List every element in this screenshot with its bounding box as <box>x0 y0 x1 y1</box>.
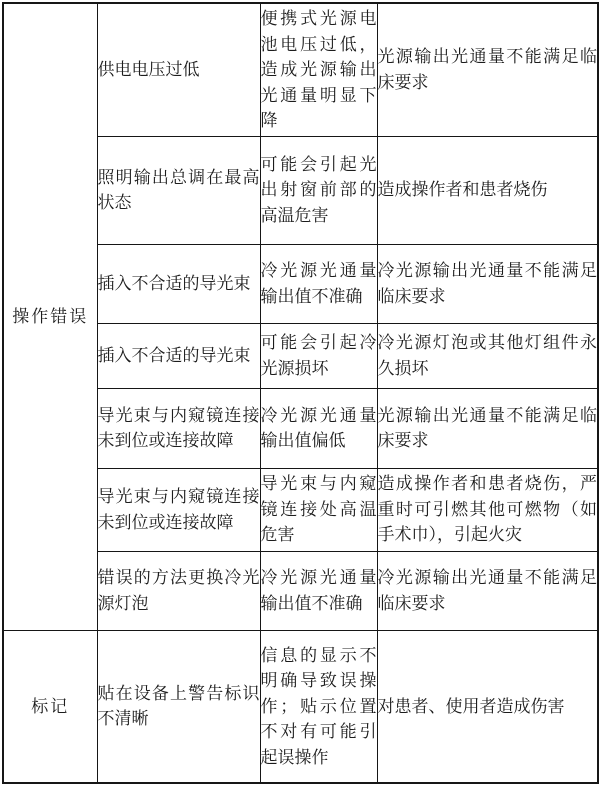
cause-cell: 导光束与内窥镜连接处高温危害 <box>260 468 377 551</box>
table-row <box>3 3 598 136</box>
error-cell: 导光束与内窥镜连接未到位或连接故障 <box>97 468 260 551</box>
consequence-cell: 冷光源输出光通量不能满足临床要求 <box>377 551 598 630</box>
consequence-cell: 造成操作者和患者烧伤 <box>377 136 598 244</box>
cause-cell: 便携式光源电池电压过低，造成光源输出光通量明显下降 <box>260 3 377 136</box>
table-row <box>3 630 598 783</box>
category-cell-marking: 标记 <box>3 630 97 783</box>
error-cell: 错误的方法更换冷光源灯泡 <box>97 551 260 630</box>
cause-cell: 冷光源光通量输出值偏低 <box>260 388 377 468</box>
category-cell-operation-error: 操作错误 <box>3 3 97 630</box>
risk-analysis-table <box>2 2 599 784</box>
consequence-cell: 冷光源输出光通量不能满足临床要求 <box>377 244 598 323</box>
error-cell: 贴在设备上警告标识不清晰 <box>97 630 260 783</box>
consequence-cell: 冷光源灯泡或其他灯组件永久损坏 <box>377 323 598 388</box>
cause-cell: 信息的显示不明确导致误操作；贴示位置不对有可能引起误操作 <box>260 630 377 783</box>
cause-cell: 可能会引起冷光源损坏 <box>260 323 377 388</box>
cause-cell: 冷光源光通量输出值不准确 <box>260 244 377 323</box>
error-cell: 照明输出总调在最高状态 <box>97 136 260 244</box>
error-cell: 插入不合适的导光束 <box>97 244 260 323</box>
consequence-cell: 光源输出光通量不能满足临床要求 <box>377 3 598 136</box>
consequence-cell: 造成操作者和患者烧伤，严重时可引燃其他可燃物（如手术巾），引起火灾 <box>377 468 598 551</box>
cause-cell: 可能会引起光出射窗前部的高温危害 <box>260 136 377 244</box>
error-cell: 供电电压过低 <box>97 3 260 136</box>
consequence-cell: 光源输出光通量不能满足临床要求 <box>377 388 598 468</box>
error-cell: 插入不合适的导光束 <box>97 323 260 388</box>
consequence-cell: 对患者、使用者造成伤害 <box>377 630 598 783</box>
cause-cell: 冷光源光通量输出值不准确 <box>260 551 377 630</box>
error-cell: 导光束与内窥镜连接未到位或连接故障 <box>97 388 260 468</box>
